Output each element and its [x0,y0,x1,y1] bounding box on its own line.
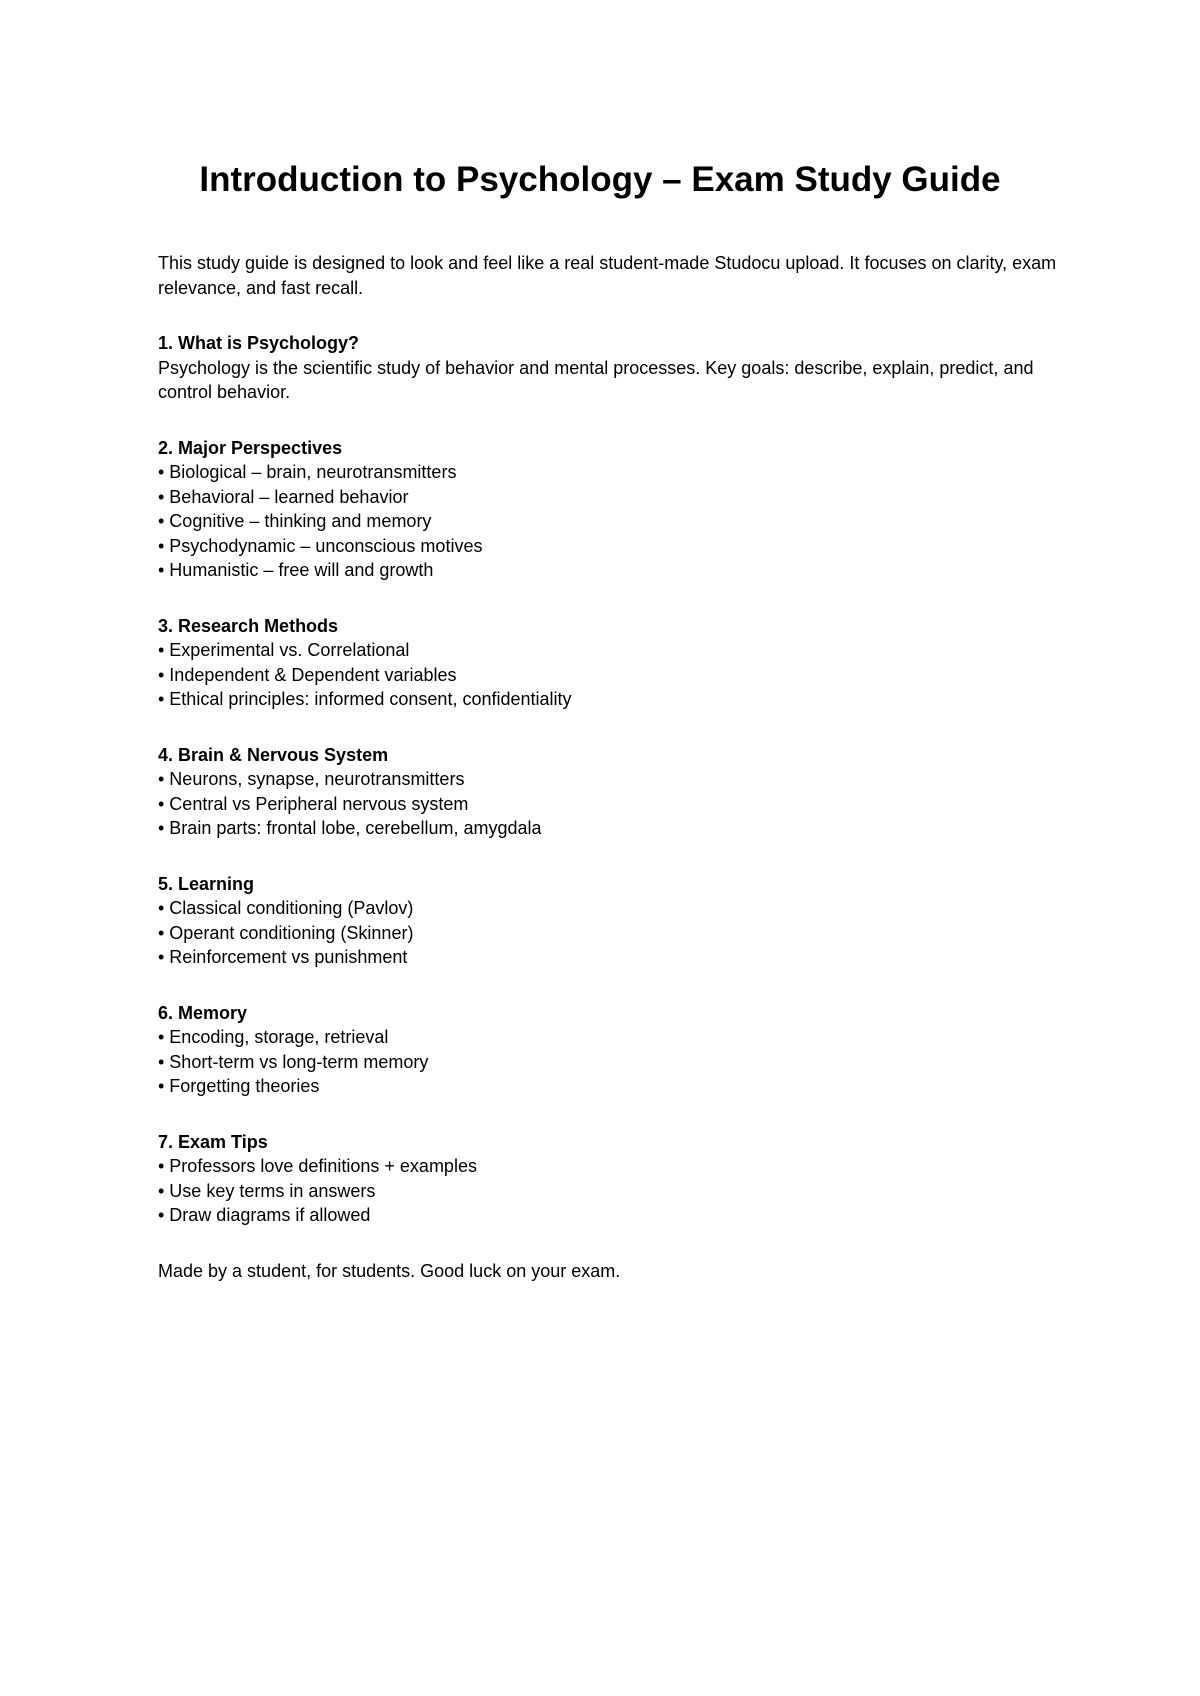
section-learning [158,872,1058,970]
list-item: • Neurons, synapse, neurotransmitters [158,769,465,789]
list-item: • Short-term vs long-term memory [158,1051,429,1072]
list-item: • Independent & Dependent variables [158,664,457,685]
section-heading: 6. Memory [158,1002,248,1023]
list-item: • Brain parts: frontal lobe, cerebellum, amygdala [158,818,542,838]
list-item: • Ethical principles: informed consent, confidentiality [158,689,572,709]
intro-paragraph: This study guide is designed to look and feel like a real student-made Studocu upload. It focuses on clarity, exam relevance, and fast recall. [158,253,1057,298]
document-title: Introduction to Psychology – Exam Study Guide [199,160,1001,199]
section-heading: 7. Exam Tips [158,1131,268,1152]
section-heading: 2. Major Perspectives [158,437,343,458]
list-item: • Reinforcement vs punishment [158,947,408,967]
list-item: • Biological – brain, neurotransmitters [158,462,457,482]
section-research-methods [158,614,1058,712]
list-item: • Operant conditioning (Skinner) [158,922,414,943]
list-item: • Cognitive – thinking and memory [158,511,432,531]
section-what-is-psychology [158,331,1058,405]
section-heading: 4. Brain & Nervous System [158,744,389,765]
section-exam-tips [158,1130,1058,1228]
list-item: • Behavioral – learned behavior [158,486,409,507]
section-heading: 1. What is Psychology? [158,333,360,353]
section-heading: 3. Research Methods [158,615,339,636]
list-item: • Forgetting theories [158,1076,320,1096]
section-heading: 5. Learning [158,873,255,894]
list-item: • Central vs Peripheral nervous system [158,793,469,814]
list-item: • Experimental vs. Correlational [158,640,410,660]
closing-note: Made by a student, for students. Good luck on your exam. [158,1260,621,1281]
list-item: • Draw diagrams if allowed [158,1205,371,1225]
section-brain-nervous-system [158,743,1058,841]
list-item: • Psychodynamic – unconscious motives [158,535,483,556]
list-item: • Encoding, storage, retrieval [158,1027,389,1047]
section-memory [158,1001,1058,1099]
list-item: • Use key terms in answers [158,1180,376,1201]
section-major-perspectives [158,436,1058,583]
list-item: • Classical conditioning (Pavlov) [158,898,414,918]
list-item: • Professors love definitions + examples [158,1156,477,1176]
section-body: Psychology is the scientific study of behavior and mental processes. Key goals: describe, explain, predict, and control behavior. [158,357,1034,402]
list-item: • Humanistic – free will and growth [158,560,434,580]
document-content [158,251,1058,1283]
